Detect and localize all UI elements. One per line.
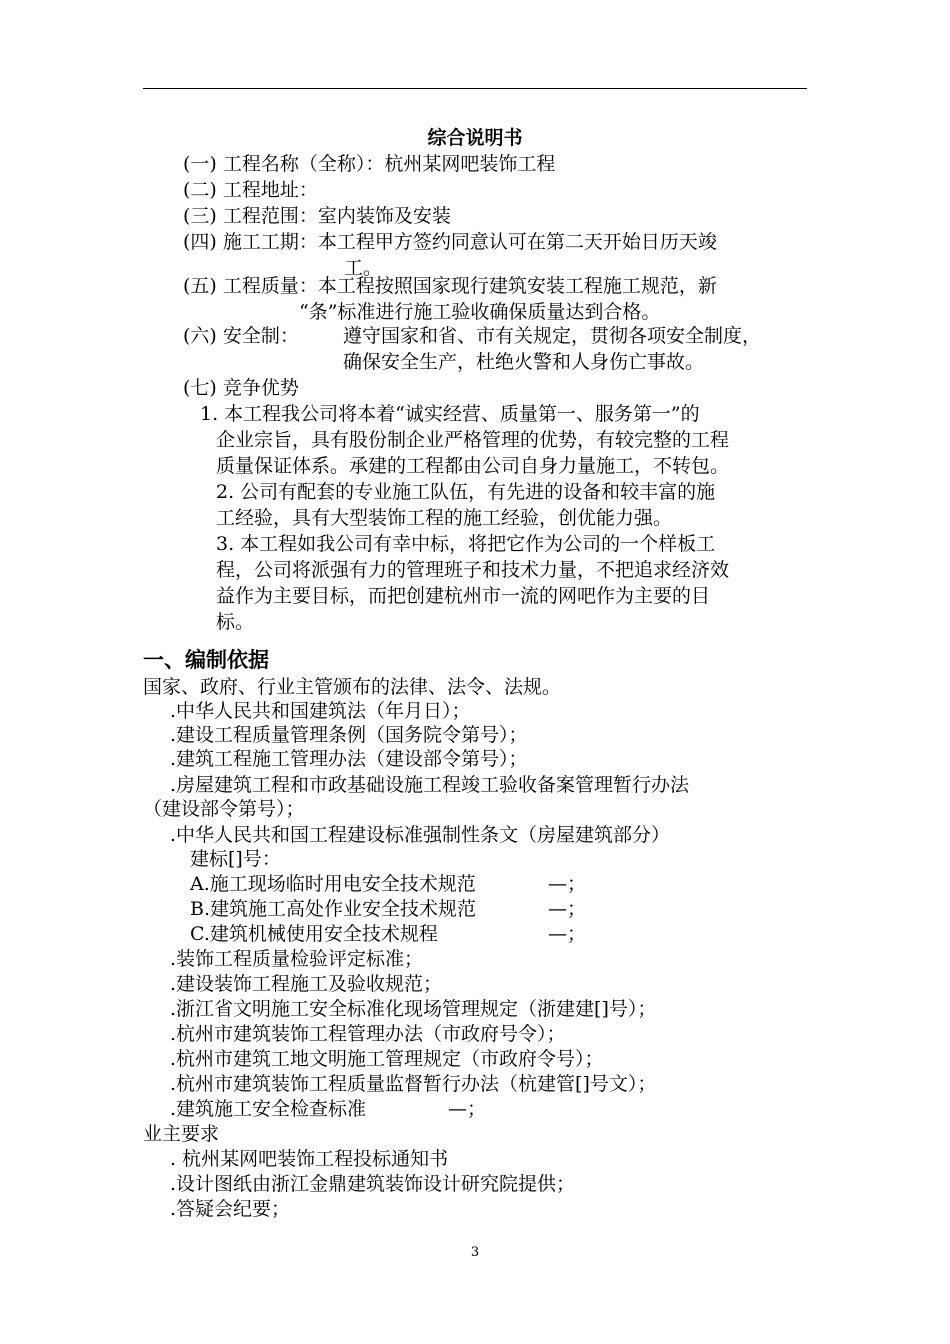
- advantage-line: 工经验，具有大型装饰工程的施工经验，创优能力强。: [216, 507, 673, 529]
- standard-name: A.施工现场临时用电安全技术规范: [190, 873, 476, 895]
- advantage-line: 1. 本工程我公司将本着“诚实经营、质量第一、服务第一”的: [200, 403, 700, 425]
- advantage-line: 3. 本工程如我公司有幸中标，将把它作为公司的一个样板工: [216, 533, 716, 555]
- law-item: .中华人民共和国建筑法（年月日）；: [170, 700, 471, 722]
- law-item: .中华人民共和国工程建设标准强制性条文（房屋建筑部分）: [170, 824, 671, 846]
- rule-item: .浙江省文明施工安全标准化现场管理规定（浙建建[]号）；: [170, 998, 657, 1020]
- overview-line: “条”标准进行施工验收确保质量达到合格。: [299, 301, 661, 323]
- owner-heading: 业主要求: [143, 1123, 220, 1145]
- standard-name: B.建筑施工高处作业安全技术规范: [190, 898, 477, 920]
- rule-item: .装饰工程质量检验评定标准；: [170, 948, 424, 970]
- advantage-line: 2. 公司有配套的专业施工队伍，有先进的设备和较丰富的施: [216, 481, 716, 503]
- owner-item: . 杭州某网吧装饰工程投标通知书: [170, 1148, 449, 1170]
- advantage-line: 企业宗旨，具有股份制企业严格管理的优势，有较完整的工程: [216, 429, 730, 451]
- advantage-line: 质量保证体系。承建的工程都由公司自身力量施工，不转包。: [216, 455, 730, 477]
- header-rule: [143, 88, 807, 89]
- overview-line: (四) 施工工期：本工程甲方签约同意认可在第二天开始日历天竣: [183, 231, 717, 253]
- overview-line: (三) 工程范围：室内装饰及安装: [183, 205, 451, 227]
- overview-line: (一) 工程名称（全称）：杭州某网吧装饰工程: [183, 153, 556, 175]
- owner-item: .设计图纸由浙江金鼎建筑装饰设计研究院提供；: [170, 1173, 576, 1195]
- standard-code: —；: [448, 1098, 487, 1120]
- standard-code: —；: [548, 898, 587, 920]
- law-item: .建设工程质量管理条例（国务院令第号）；: [170, 724, 528, 746]
- overview-line: 工。: [344, 257, 383, 279]
- rule-item: .建设装饰工程施工及验收规范；: [170, 973, 443, 995]
- overview-line: 确保安全生产，杜绝火警和人身伤亡事故。: [343, 351, 705, 373]
- advantage-line: 标。: [216, 611, 255, 633]
- section-heading: 一、编制依据: [143, 648, 269, 672]
- rule-item: .建筑施工安全检查标准: [170, 1098, 367, 1120]
- advantage-line: 益作为主要目标，而把创建杭州市一流的网吧作为主要的目: [216, 585, 711, 607]
- overview-line: (五) 工程质量：本工程按照国家现行建筑安装工程施工规范，新: [183, 275, 717, 297]
- rule-item: .杭州市建筑工地文明施工管理规定（市政府令号）；: [170, 1048, 604, 1070]
- page-title: 综合说明书: [427, 127, 523, 149]
- overview-line: (六) 安全制：: [183, 325, 299, 347]
- rule-item: .杭州市建筑装饰工程质量监督暂行办法（杭建管[]号文）；: [170, 1073, 657, 1095]
- section-intro: 国家、政府、行业主管颁布的法律、法令、法规。: [143, 676, 562, 698]
- overview-line: 遵守国家和省、市有关规定，贯彻各项安全制度，: [343, 325, 762, 347]
- overview-line: (二) 工程地址：: [183, 179, 318, 201]
- law-item: （建设部令第号）；: [143, 798, 305, 820]
- law-item: .房屋建筑工程和市政基础设施工程竣工验收备案管理暂行办法: [170, 774, 690, 796]
- standard-code: —；: [548, 873, 587, 895]
- standard-name: C.建筑机械使用安全技术规程: [190, 923, 438, 945]
- rule-item: .杭州市建筑装饰工程管理办法（市政府号令）；: [170, 1023, 566, 1045]
- owner-item: .答疑会纪要；: [170, 1198, 291, 1220]
- advantage-line: 程，公司将派强有力的管理班子和技术力量，不把追求经济效: [216, 559, 730, 581]
- law-item: .建筑工程施工管理办法（建设部令第号）；: [170, 748, 528, 770]
- overview-line: (七) 竞争优势: [183, 377, 299, 399]
- standard-code: —；: [548, 923, 587, 945]
- page-number: 3: [470, 1245, 480, 1260]
- law-item: 建标[]号：: [190, 848, 281, 870]
